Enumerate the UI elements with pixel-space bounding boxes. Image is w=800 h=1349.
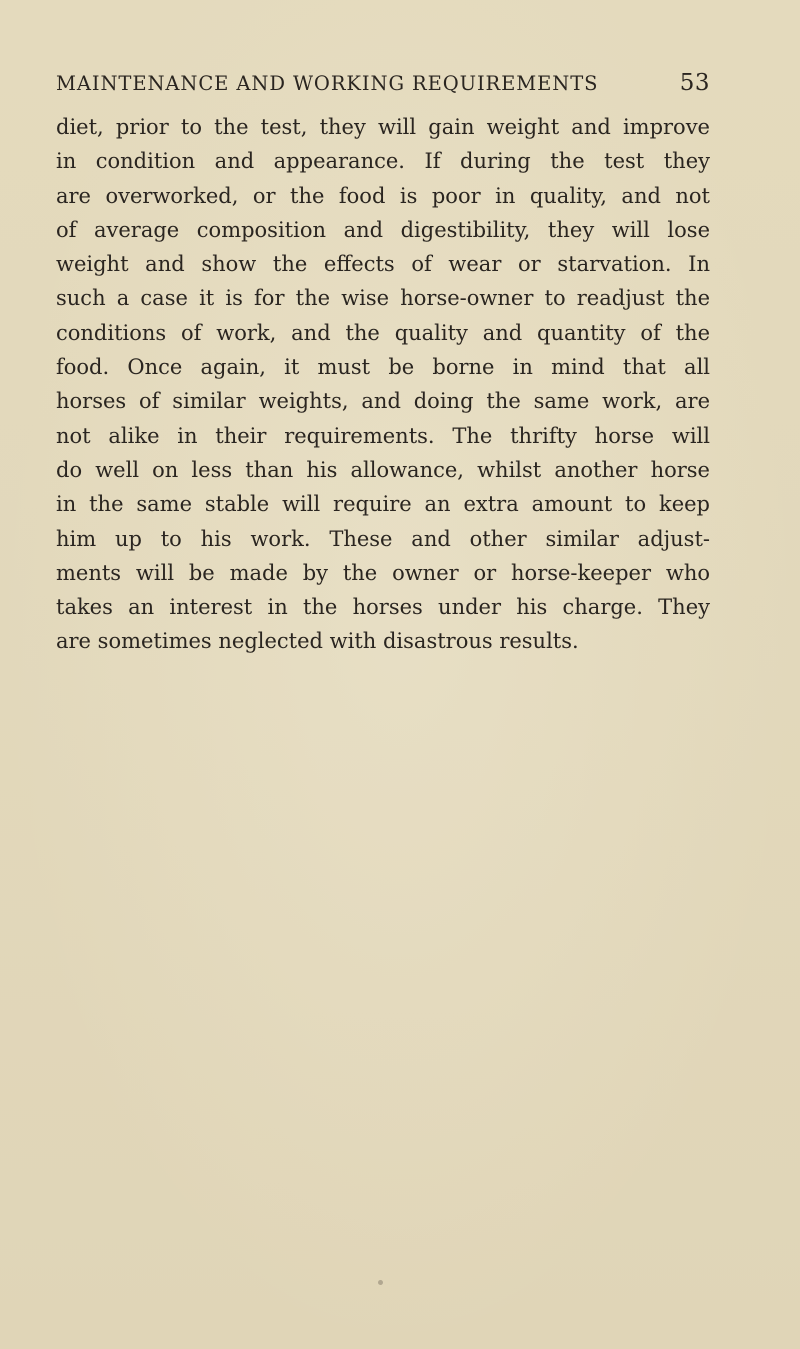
text-line: such a case it is for the wise horse-owner to readjust the: [56, 286, 710, 311]
text-line: weight and show the effects of wear or starvation. In: [56, 252, 710, 277]
text-line: are sometimes neglected with disastrous results.: [56, 629, 579, 654]
text-line: horses of similar weights, and doing the same work, are: [56, 389, 710, 414]
text-line: do well on less than his allowance, whilst another horse: [56, 457, 710, 482]
text-line: in the same stable will require an extra amount to keep: [56, 492, 710, 517]
text-line: conditions of work, and the quality and quantity of the: [56, 320, 710, 345]
running-head: [56, 70, 710, 110]
text-line: of average composition and digestibility, they will lose: [56, 217, 710, 242]
text-line: are overworked, or the food is poor in quality, and not: [56, 183, 710, 208]
text-line: him up to his work. These and other similar adjust-: [56, 526, 710, 551]
text-line: diet, prior to the test, they will gain weight and improve: [56, 115, 710, 139]
text-line: takes an interest in the horses under his charge. They: [56, 595, 710, 620]
body-paragraph: [56, 110, 710, 659]
paper-speck: [378, 1280, 383, 1285]
text-line: ments will be made by the owner or horse-keeper who: [56, 560, 710, 585]
running-title: MAINTENANCE AND WORKING REQUIREMENTS: [56, 72, 599, 95]
text-line: food. Once again, it must be borne in mind that all: [56, 355, 710, 380]
page-number: 53: [679, 70, 710, 96]
text-line: in condition and appearance. If during the test they: [56, 149, 710, 174]
text-line: not alike in their requirements. The thrifty horse will: [56, 423, 710, 448]
